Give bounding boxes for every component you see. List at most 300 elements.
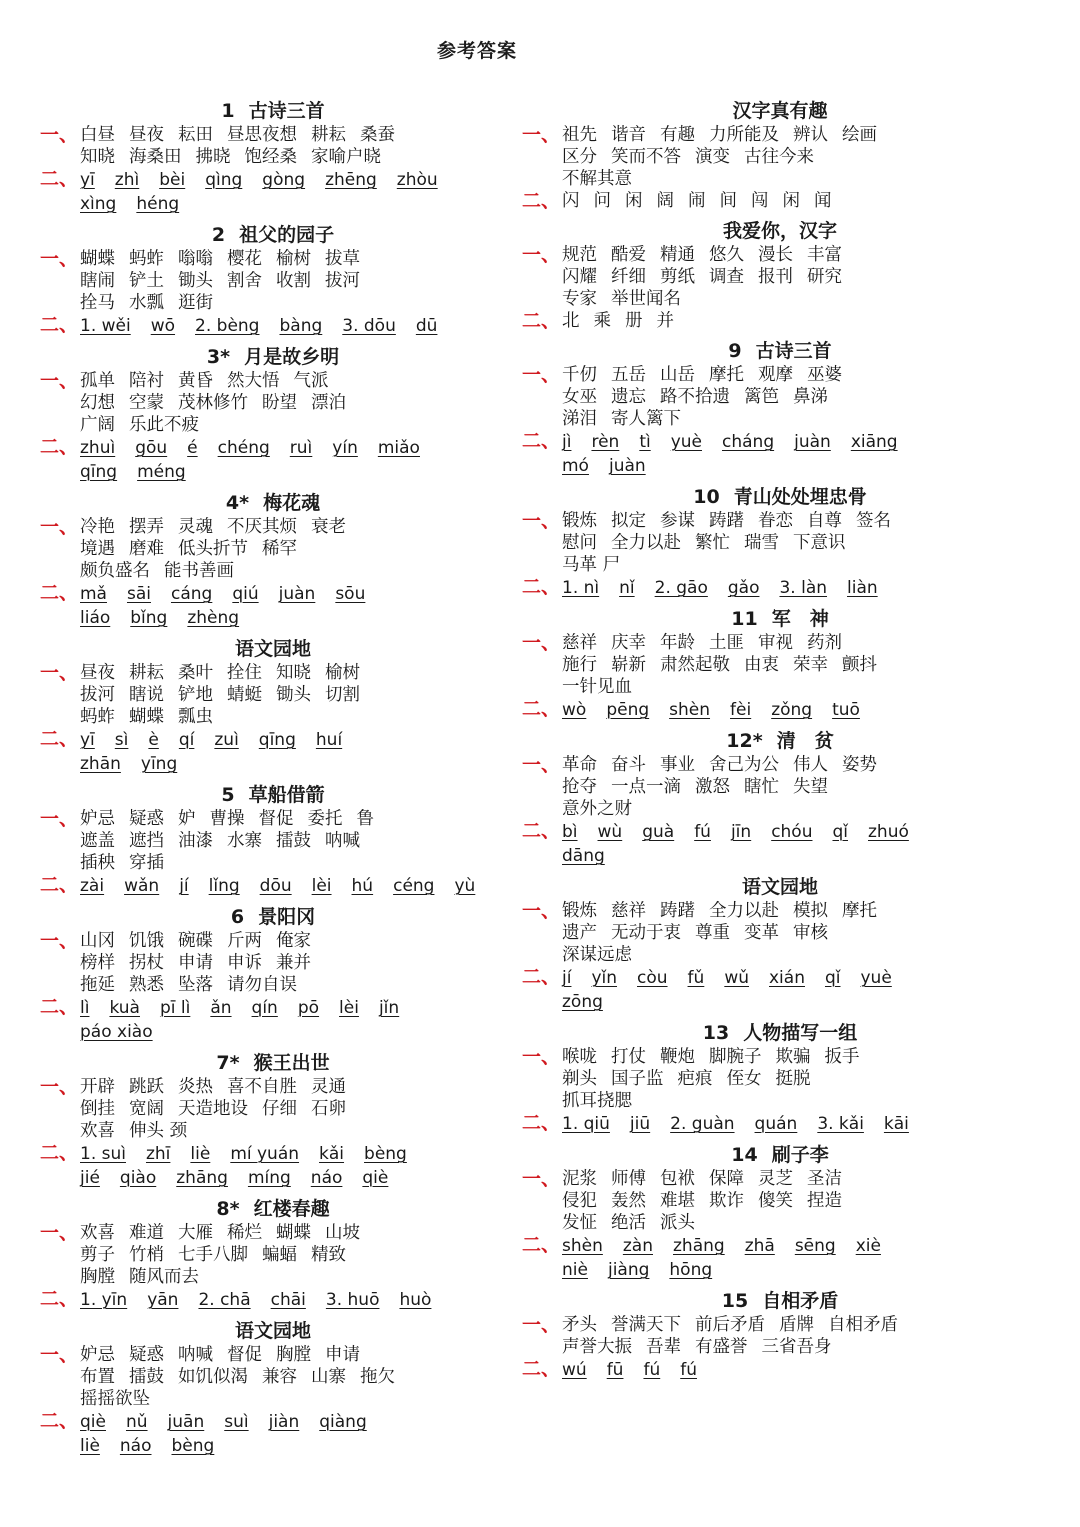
word-answer: 庆幸 (611, 633, 646, 653)
word-answer: 挺脱 (775, 1069, 811, 1089)
pinyin-answer: náo (310, 1168, 343, 1188)
exercise-label: 二、 (39, 1288, 78, 1310)
pinyin-answer: qiào (119, 1168, 157, 1188)
exercise (520, 900, 1040, 966)
pinyin-answer: hōng (669, 1260, 713, 1280)
word-answer: 闲 (782, 191, 800, 211)
word-answer: 举世闻名 (611, 289, 681, 309)
page-title: 参考答案 (437, 40, 518, 62)
word-answer: 研究 (807, 267, 842, 287)
word-answer: 呐喊 (178, 1345, 213, 1365)
answer-row (562, 776, 1040, 798)
lesson-title (520, 728, 1040, 754)
answer-row (80, 1166, 508, 1190)
answer-row (80, 582, 508, 606)
lesson-number: 1 (221, 100, 235, 122)
lesson-section (38, 1196, 508, 1312)
lesson-title (520, 606, 1040, 632)
word-answer: 漫长 (758, 245, 793, 265)
word-answer: 施行 (562, 655, 597, 675)
pinyin-answer: dū (415, 316, 438, 336)
exercise (38, 1222, 508, 1288)
lesson-section (520, 484, 1040, 600)
answer-row (562, 554, 1040, 576)
lesson-title (38, 782, 508, 808)
word-answer: 变革 (744, 923, 779, 943)
word-answer: 踌躇 (709, 511, 744, 531)
word-answer: 擂鼓 (276, 831, 311, 851)
lesson-title-text: 古诗三首 (248, 100, 325, 122)
exercise (38, 1076, 508, 1142)
answer-row (562, 1358, 1040, 1382)
word-answer: 失望 (793, 777, 828, 797)
answer-row (80, 1020, 508, 1044)
word-answer: 自尊 (807, 511, 842, 531)
word-answer: 宽阔 (129, 1099, 164, 1119)
pinyin-answer: lǐng (208, 876, 240, 896)
lesson-number: 8* (216, 1198, 240, 1220)
word-answer: 前后矛盾 (695, 1315, 765, 1335)
lesson-title-text: 红楼春趣 (253, 1198, 330, 1220)
pinyin-answer: qín (251, 998, 278, 1018)
word-answer: 委托 (307, 809, 343, 829)
word-answer: 捏造 (807, 1191, 842, 1211)
pinyin-answer: è (148, 730, 159, 750)
answer-row (562, 532, 1040, 554)
word-answer: 巫婆 (807, 365, 842, 385)
exercise (38, 1410, 508, 1458)
answer-row (562, 1336, 1040, 1358)
pinyin-answer: yī (80, 730, 95, 750)
word-answer: 事业 (660, 755, 695, 775)
lesson-title-text: 清 贫 (776, 730, 834, 752)
word-answer: 灵魂 (178, 517, 213, 537)
answer-row (80, 974, 508, 996)
word-answer: 遗忘 (611, 387, 646, 407)
answer-row (80, 146, 508, 168)
pinyin-answer: jiàng (607, 1260, 650, 1280)
word-answer: 轰然 (611, 1191, 646, 1211)
exercise-label: 一、 (521, 244, 560, 266)
word-answer: 瞎忙 (744, 777, 779, 797)
exercise-label: 一、 (39, 124, 78, 146)
word-answer: 保障 (709, 1169, 744, 1189)
word-answer: 拴住 (227, 663, 262, 683)
word-answer: 锻炼 (562, 901, 597, 921)
lesson-number: 6 (230, 906, 245, 928)
pinyin-answer: xìng (80, 194, 117, 214)
pinyin-answer: chéng (217, 438, 270, 458)
pinyin-answer: yù (454, 876, 476, 896)
word-answer: 气派 (293, 371, 329, 391)
pinyin-answer: 2. gāo (654, 578, 708, 598)
exercise (520, 820, 1040, 868)
word-answer: 扳手 (824, 1047, 860, 1067)
word-answer: 蜻蜓 (227, 685, 262, 705)
answer-row (80, 414, 508, 436)
pinyin-answer: sì (114, 730, 129, 750)
word-answer: 督促 (258, 809, 294, 829)
word-answer: 灵通 (311, 1077, 346, 1097)
exercise (38, 168, 508, 216)
word-answer: 申请 (178, 953, 213, 973)
word-answer: 坠落 (178, 975, 213, 995)
pinyin-answer: suì (224, 1412, 249, 1432)
lesson-title (520, 874, 1040, 900)
answer-row (80, 516, 508, 538)
word-answer: 闪耀 (562, 267, 597, 287)
word-answer: 药剂 (807, 633, 842, 653)
word-answer: 铲地 (178, 685, 213, 705)
answer-row (562, 288, 1040, 310)
word-answer: 督促 (227, 1345, 262, 1365)
word-answer: 声誉大振 (562, 1337, 632, 1357)
lesson-section (38, 1318, 508, 1458)
lesson-section (38, 904, 508, 1044)
pinyin-answer: 3. làn (779, 578, 828, 598)
exercise (520, 1358, 1040, 1382)
pinyin-answer: sēng (794, 1236, 836, 1256)
pinyin-answer: zhāng (673, 1236, 725, 1256)
exercise-label: 一、 (521, 510, 560, 532)
exercise (38, 1288, 508, 1312)
answer-row (80, 192, 508, 216)
word-answer: 蚂蚱 (129, 249, 164, 269)
word-answer: 侵犯 (562, 1191, 597, 1211)
pinyin-answer: lèi (311, 876, 332, 896)
word-answer: 随风而去 (129, 1267, 199, 1287)
answer-row (80, 538, 508, 560)
word-answer: 闻 (814, 191, 832, 211)
word-answer: 山冈 (80, 931, 115, 951)
pinyin-answer: tì (639, 432, 651, 452)
answer-row (80, 314, 508, 338)
pinyin-answer: cháng (722, 432, 775, 452)
word-answer: 水瓢 (129, 293, 164, 313)
pinyin-answer: sōu (335, 584, 366, 604)
answer-row (80, 1410, 508, 1434)
word-answer: 下意识 (793, 533, 846, 553)
lesson-title-text: 语文园地 (234, 1320, 311, 1342)
word-answer: 孤单 (80, 371, 115, 391)
word-answer: 祖先 (562, 125, 597, 145)
word-answer: 欢喜 (80, 1121, 115, 1141)
exercise-label: 二、 (39, 168, 78, 190)
word-answer: 耘田 (178, 125, 213, 145)
lesson-title-text: 猴王出世 (253, 1052, 330, 1074)
pinyin-answer: qīng (258, 730, 296, 750)
word-answer: 演变 (695, 147, 730, 167)
word-answer: 自相矛盾 (828, 1315, 898, 1335)
word-answer: 呐喊 (325, 831, 360, 851)
word-answer: 绘画 (842, 125, 877, 145)
answer-row (80, 684, 508, 706)
lesson-section (38, 344, 508, 484)
word-answer: 山岳 (660, 365, 695, 385)
word-answer: 倒挂 (80, 1099, 115, 1119)
word-answer: 拂晓 (195, 147, 231, 167)
pinyin-answer: zài (80, 876, 105, 896)
word-answer: 拐杖 (129, 953, 164, 973)
answer-row (562, 310, 1040, 332)
word-answer: 圣洁 (807, 1169, 842, 1189)
word-answer: 抢夺 (562, 777, 597, 797)
exercise (38, 516, 508, 582)
pinyin-answer: niè (562, 1260, 588, 1280)
exercise-label: 一、 (521, 900, 560, 922)
pinyin-answer: chóu (771, 822, 813, 842)
pinyin-answer: zhāng (176, 1168, 228, 1188)
answer-row (562, 454, 1040, 478)
pinyin-answer: ruì (289, 438, 313, 458)
pinyin-answer: bèi (159, 170, 186, 190)
pinyin-answer: qiè (80, 1412, 106, 1432)
answer-row (562, 1090, 1040, 1112)
word-answer: 锄头 (178, 271, 213, 291)
word-answer: 鲁 (356, 809, 374, 829)
answer-row (80, 392, 508, 414)
word-answer: 酷爱 (611, 245, 646, 265)
word-answer: 力所能及 (709, 125, 779, 145)
lesson-title (520, 1020, 1040, 1046)
pinyin-answer: zōng (562, 992, 603, 1012)
answer-row (80, 1244, 508, 1266)
answer-row (562, 364, 1040, 386)
word-answer: 蝴蝶 (129, 707, 164, 727)
word-answer: 大雁 (178, 1223, 213, 1243)
word-answer: 国子监 (611, 1069, 664, 1089)
answer-row (80, 460, 508, 484)
lesson-title (38, 904, 508, 930)
answer-row (562, 430, 1040, 454)
word-answer: 欺骗 (775, 1047, 811, 1067)
exercise-label: 二、 (39, 1142, 78, 1164)
exercise-label: 一、 (521, 1314, 560, 1336)
pinyin-answer: quán (754, 1114, 798, 1134)
word-answer: 有趣 (660, 125, 695, 145)
word-answer: 瞎闹 (80, 271, 115, 291)
word-answer: 观摩 (758, 365, 793, 385)
word-answer: 锻炼 (562, 511, 597, 531)
answer-row (80, 370, 508, 392)
word-answer: 能书善画 (164, 561, 234, 581)
word-answer: 路不拾遗 (660, 387, 730, 407)
pinyin-answer: bì (562, 822, 578, 842)
word-answer: 参谋 (660, 511, 695, 531)
word-answer: 兼容 (262, 1367, 297, 1387)
word-answer: 遗产 (562, 923, 597, 943)
word-answer: 切割 (325, 685, 360, 705)
answer-row (562, 676, 1040, 698)
exercise (520, 632, 1040, 698)
word-answer: 疑惑 (129, 809, 164, 829)
answer-row (80, 560, 508, 582)
answer-row (562, 632, 1040, 654)
exercise-label: 一、 (521, 632, 560, 654)
word-answer: 土匪 (709, 633, 744, 653)
answer-row (562, 1190, 1040, 1212)
pinyin-answer: yín (332, 438, 358, 458)
pinyin-answer: wǎn (124, 876, 160, 896)
exercise-label: 一、 (39, 808, 78, 830)
pinyin-answer: yī (80, 170, 95, 190)
lesson-title (38, 1050, 508, 1076)
lesson-section (520, 1142, 1040, 1282)
pinyin-answer: fú (694, 822, 711, 842)
word-answer: 竹梢 (129, 1245, 164, 1265)
answer-row (562, 190, 1040, 212)
lesson-number: 10 (693, 486, 720, 508)
word-answer: 知晓 (276, 663, 311, 683)
pinyin-answer: gǎo (727, 578, 760, 598)
lesson-title-text: 语文园地 (741, 876, 818, 898)
pinyin-answer: hú (351, 876, 374, 896)
lesson-number: 12* (726, 730, 763, 752)
word-answer: 榜样 (80, 953, 115, 973)
word-answer: 水寨 (227, 831, 262, 851)
word-answer: 七手八脚 (178, 1245, 248, 1265)
lesson-title-text: 草船借箭 (248, 784, 325, 806)
word-answer: 蝴蝶 (276, 1223, 311, 1243)
pinyin-answer: qǐ (824, 968, 841, 988)
answer-row (80, 270, 508, 292)
word-answer: 油漆 (178, 831, 213, 851)
pinyin-answer: gōu (135, 438, 168, 458)
word-answer: 由衷 (744, 655, 779, 675)
answer-row (80, 1142, 508, 1166)
word-answer: 石卵 (311, 1099, 346, 1119)
word-answer: 涕泪 (562, 409, 597, 429)
answer-row (562, 1046, 1040, 1068)
word-answer: 闹 (688, 191, 706, 211)
lesson-title-text: 月是故乡明 (244, 346, 340, 368)
answer-row (80, 874, 508, 898)
exercise (38, 662, 508, 728)
pinyin-answer: zhēng (325, 170, 377, 190)
answer-row (80, 606, 508, 630)
answer-row (562, 408, 1040, 430)
answer-row (562, 1112, 1040, 1136)
pinyin-answer: pēng (606, 700, 650, 720)
word-answer: 布置 (80, 1367, 115, 1387)
pinyin-answer: é (187, 438, 198, 458)
word-answer: 稀烂 (227, 1223, 262, 1243)
pinyin-answer: jí (562, 968, 572, 988)
answer-row (80, 1388, 508, 1410)
exercise-label: 一、 (521, 124, 560, 146)
lesson-section (520, 1020, 1040, 1136)
pinyin-answer: fú (643, 1360, 661, 1380)
lesson-number: 15 (721, 1290, 749, 1312)
lesson-title-text: 祖父的园子 (239, 224, 335, 246)
exercise-label: 一、 (39, 516, 78, 538)
lesson-title (520, 98, 1040, 124)
word-answer: 然大悟 (227, 371, 280, 391)
word-answer: 间 (719, 191, 737, 211)
exercise-label: 二、 (39, 436, 78, 458)
word-answer: 问 (593, 191, 611, 211)
answer-row (562, 1258, 1040, 1282)
exercise-label: 二、 (521, 698, 560, 720)
answer-row (80, 808, 508, 830)
exercise (38, 808, 508, 874)
word-answer: 奋斗 (611, 755, 646, 775)
word-answer: 年龄 (660, 633, 695, 653)
answer-row (80, 830, 508, 852)
word-answer: 鼻涕 (793, 387, 828, 407)
word-answer: 泥浆 (562, 1169, 597, 1189)
word-answer: 插秧 (80, 853, 115, 873)
answer-row (562, 900, 1040, 922)
answer-row (562, 124, 1040, 146)
pinyin-answer: 1. yīn (80, 1290, 128, 1310)
word-answer: 广阔 (80, 415, 115, 435)
word-answer: 欺诈 (709, 1191, 744, 1211)
word-answer: 幻想 (80, 393, 115, 413)
exercise (520, 698, 1040, 722)
word-answer: 冷艳 (80, 517, 115, 537)
word-answer: 激怒 (695, 777, 730, 797)
word-answer: 仔细 (262, 1099, 297, 1119)
word-answer: 昼夜 (80, 663, 115, 683)
word-answer: 拔草 (325, 249, 360, 269)
exercise (520, 510, 1040, 576)
pinyin-answer: zàn (622, 1236, 653, 1256)
pinyin-answer: 2. guàn (670, 1114, 735, 1134)
word-answer: 申诉 (227, 953, 262, 973)
lesson-section (520, 338, 1040, 478)
exercise (520, 190, 1040, 212)
word-answer: 乐此不疲 (129, 415, 199, 435)
pinyin-answer: jiàn (268, 1412, 300, 1432)
exercise-label: 二、 (39, 728, 78, 750)
exercise (520, 1112, 1040, 1136)
word-answer: 拔河 (325, 271, 360, 291)
word-answer: 疑惑 (129, 1345, 164, 1365)
answer-row (80, 292, 508, 314)
answer-row (562, 576, 1040, 600)
exercise-label: 一、 (39, 248, 78, 270)
lesson-section (38, 98, 508, 216)
exercise (38, 930, 508, 996)
pinyin-answer: kāi (883, 1114, 909, 1134)
exercise-label: 一、 (39, 930, 78, 952)
word-answer: 山坡 (325, 1223, 360, 1243)
pinyin-answer: wō (150, 316, 176, 336)
exercise (38, 314, 508, 338)
pinyin-answer: qí (178, 730, 195, 750)
word-answer: 报刊 (758, 267, 793, 287)
pinyin-answer: chāi (270, 1290, 306, 1310)
exercise (520, 1168, 1040, 1234)
word-answer: 黄昏 (178, 371, 213, 391)
answer-row (80, 124, 508, 146)
lesson-number: 13 (702, 1022, 730, 1044)
word-answer: 欢喜 (80, 1223, 115, 1243)
word-answer: 摆弄 (129, 517, 164, 537)
answer-row (80, 1366, 508, 1388)
exercise-label: 一、 (39, 1076, 78, 1098)
exercise (38, 124, 508, 168)
exercise-label: 二、 (521, 430, 560, 452)
lesson-title (520, 218, 1040, 244)
exercise-label: 二、 (521, 1358, 560, 1380)
exercise (520, 1314, 1040, 1358)
word-answer: 拟定 (611, 511, 646, 531)
word-answer: 调查 (709, 267, 744, 287)
exercise-label: 一、 (521, 1168, 560, 1190)
answer-row (562, 922, 1040, 944)
